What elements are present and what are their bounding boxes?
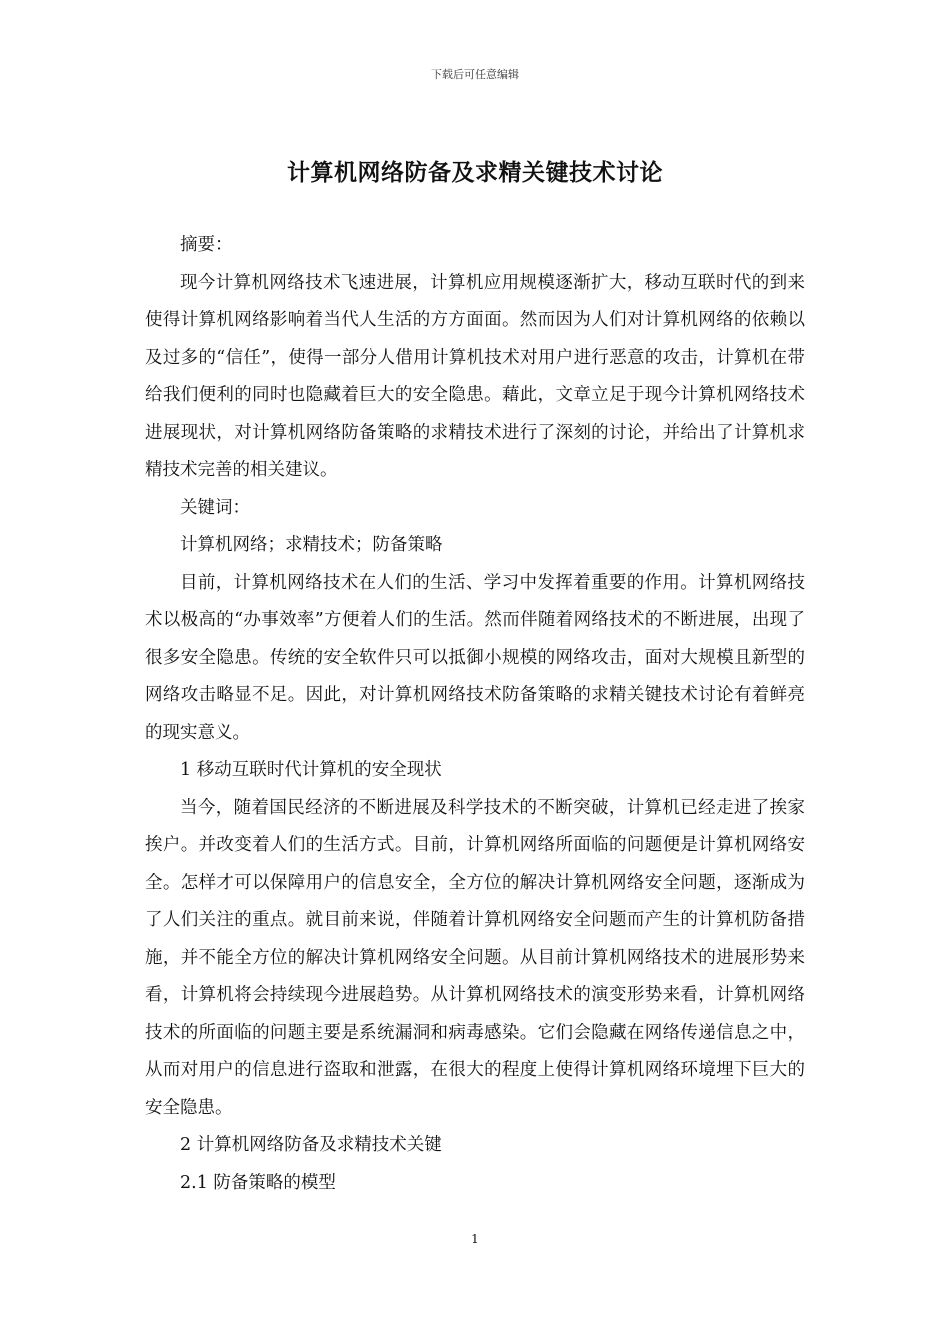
keywords-text: 计算机网络；求精技术；防备策略 — [180, 535, 443, 555]
section-2-heading: 2 计算机网络防备及求精技术关键 — [180, 1135, 442, 1155]
section-1-paragraph: 当今，随着国民经济的不断进展及科学技术的不断突破，计算机已经走进了挨家挨户。并改变着人们的生活方式。目前，计算机网络所面临的问题便是计算机网络安全。怎样才可以保障用户的信息安全，全方位的解决计算机网络安全问题，逐渐成为了人们关注的重点。就目前来说，伴随着计算机网络安全问题而产生的计算机防备措施，并不能全方位的解决计算机网络安全问题。从目前计算机网络技术的进展形势来看，计算机将会持续现今进展趋势。从计算机网络技术的演变形势来看，计算机网络技术的所面临的问题主要是系统漏洞和病毒感染。它们会隐藏在网络传递信息之中，从而对用户的信息进行盗取和泄露，在很大的程度上使得计算机网络环境埋下巨大的安全隐患。 — [145, 797, 805, 1118]
section-2-1-heading: 2.1 防备策略的模型 — [180, 1172, 336, 1193]
document-title: 计算机网络防备及求精关键技术讨论 — [287, 159, 663, 186]
keywords-label: 关键词： — [180, 497, 250, 518]
page-number: 1 — [471, 1232, 479, 1246]
abstract-label: 摘要： — [180, 235, 233, 255]
header-note: 下载后可任意编辑 — [431, 68, 519, 81]
document-body — [145, 227, 805, 1202]
abstract-text: 现今计算机网络技术飞速进展，计算机应用规模逐渐扩大，移动互联时代的到来使得计算机网络影响着当代人生活的方方面面。然而因为人们对计算机网络的依赖以及过多的“信任”，使得一部分人借用计算机技术对用户进行恶意的攻击，计算机在带给我们便利的同时也隐藏着巨大的安全隐患。藉此，文章立足于现今计算机网络技术进展现状，对计算机网络防备策略的求精技术进行了深刻的讨论，并给出了计算机求精技术完善的相关建议。 — [145, 272, 805, 480]
intro-paragraph: 目前，计算机网络技术在人们的生活、学习中发挥着重要的作用。计算机网络技术以极高的“办事效率”方便着人们的生活。然而伴随着网络技术的不断进展，出现了很多安全隐患。传统的安全软件只可以抵御小规模的网络攻击，面对大规模且新型的网络攻击略显不足。因此，对计算机网络技术防备策略的求精关键技术讨论有着鲜亮的现实意义。 — [145, 572, 805, 743]
section-1-heading: 1 移动互联时代计算机的安全现状 — [180, 760, 442, 780]
